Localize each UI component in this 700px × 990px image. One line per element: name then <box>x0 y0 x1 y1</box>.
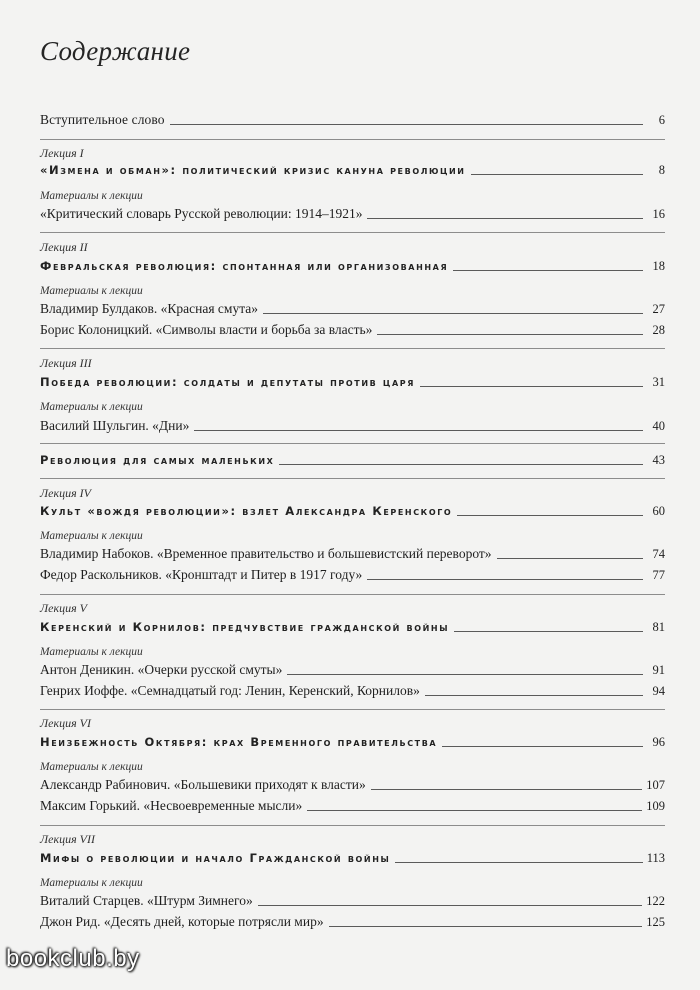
toc-page-number: 28 <box>652 323 665 337</box>
toc-page-number: 113 <box>646 851 665 865</box>
toc-entry-title: Владимир Набоков. «Временное правительство и большевистский переворот» <box>40 546 492 561</box>
toc-entry-title: Победа революции: солдаты и депутаты против царя <box>40 375 415 389</box>
lecture-label: Лекция III <box>40 356 92 370</box>
dot-leader <box>395 862 642 863</box>
toc-page-number: 81 <box>652 620 665 634</box>
dot-leader <box>377 334 643 335</box>
toc-entry-title: Виталий Старцев. «Штурм Зимнего» <box>40 893 253 908</box>
materials-label: Материалы к лекции <box>40 761 143 773</box>
section-divider <box>40 348 665 349</box>
dot-leader <box>263 313 643 314</box>
toc-entry-material[interactable] <box>40 662 665 678</box>
lecture-label: Лекция V <box>40 601 87 615</box>
page-title: Содержание <box>40 36 191 66</box>
toc-entry-material[interactable] <box>40 567 665 583</box>
toc-entry-title: Джон Рид. «Десять дней, которые потрясли мир» <box>40 914 324 929</box>
dot-leader <box>453 270 643 271</box>
dot-leader <box>367 579 643 580</box>
toc-entry-material[interactable] <box>40 777 665 793</box>
toc-entry-intro[interactable] <box>40 112 665 128</box>
toc-entry-title: Культ «вождя революции»: взлет Александра Керенского <box>40 504 453 518</box>
dot-leader <box>454 631 643 632</box>
toc-entry-lecture-2[interactable] <box>40 258 665 274</box>
toc-entry-material[interactable] <box>40 546 665 562</box>
dot-leader <box>279 464 643 465</box>
section-divider <box>40 478 665 479</box>
dot-leader <box>442 746 643 747</box>
toc-entry-lecture-4[interactable] <box>40 503 665 519</box>
toc-page-number: 43 <box>652 453 665 467</box>
lecture-label: Лекция VII <box>40 832 95 846</box>
toc-page-number: 107 <box>646 778 665 792</box>
toc-page-number: 6 <box>658 113 665 127</box>
lecture-label: Лекция I <box>40 146 84 160</box>
toc-entry-title: Борис Колоницкий. «Символы власти и борьба за власть» <box>40 322 373 337</box>
toc-entry-title: «Измена и обман»: политический кризис кануна революции <box>40 163 466 177</box>
toc-entry-title: Василий Шульгин. «Дни» <box>40 418 190 433</box>
lecture-label: Лекция VI <box>40 716 91 730</box>
dot-leader <box>367 218 643 219</box>
toc-page-number: 16 <box>652 207 665 221</box>
section-divider <box>40 139 665 140</box>
toc-entry-title: Владимир Булдаков. «Красная смута» <box>40 301 259 316</box>
toc-entry-title: Февральская революция: спонтанная или организованная <box>40 259 449 273</box>
toc-entry-title: Антон Деникин. «Очерки русской смуты» <box>40 662 283 677</box>
toc-page-number: 27 <box>652 302 665 316</box>
materials-label: Материалы к лекции <box>40 190 143 202</box>
toc-entry-material[interactable] <box>40 798 665 814</box>
section-divider <box>40 594 665 595</box>
toc-page-number: 91 <box>652 663 665 677</box>
toc-page-number: 40 <box>652 419 665 433</box>
toc-entry-material[interactable] <box>40 914 665 930</box>
dot-leader <box>287 674 643 675</box>
toc-entry-title: «Критический словарь Русской революции: 1914–1921» <box>40 206 363 221</box>
section-divider <box>40 709 665 710</box>
toc-entry-title: Мифы о революции и начало Гражданской войны <box>40 851 391 865</box>
toc-entry-material[interactable] <box>40 418 665 434</box>
toc-entry-material[interactable] <box>40 322 665 338</box>
toc-entry-title: Неизбежность Октября: крах Временного правительства <box>40 735 438 749</box>
dot-leader <box>307 810 642 811</box>
toc-entry-lecture-1[interactable] <box>40 162 665 178</box>
toc-page-number: 122 <box>646 894 665 908</box>
section-divider <box>40 232 665 233</box>
toc-entry-title: Александр Рабинович. «Большевики приходят к власти» <box>40 777 366 792</box>
section-divider <box>40 443 665 444</box>
toc-entry-lecture-3[interactable] <box>40 374 665 390</box>
toc-page-number: 125 <box>646 915 665 929</box>
materials-label: Материалы к лекции <box>40 530 143 542</box>
toc-entry-lecture-5[interactable] <box>40 619 665 635</box>
dot-leader <box>420 386 643 387</box>
section-divider <box>40 825 665 826</box>
dot-leader <box>170 124 643 125</box>
toc-page-number: 109 <box>646 799 665 813</box>
lecture-label: Лекция II <box>40 240 88 254</box>
toc-page-number: 96 <box>652 735 665 749</box>
toc-entry-title: Максим Горький. «Несвоевременные мысли» <box>40 798 303 813</box>
toc-entry-material[interactable] <box>40 301 665 317</box>
toc-entry-material[interactable] <box>40 683 665 699</box>
materials-label: Материалы к лекции <box>40 646 143 658</box>
toc-entry-title: Генрих Иоффе. «Семнадцатый год: Ленин, Керенский, Корнилов» <box>40 683 420 698</box>
materials-label: Материалы к лекции <box>40 877 143 889</box>
toc-entry-lecture-7[interactable] <box>40 850 665 866</box>
dot-leader <box>497 558 643 559</box>
dot-leader <box>258 905 643 906</box>
toc-page-number: 74 <box>652 547 665 561</box>
lecture-label: Лекция IV <box>40 486 91 500</box>
dot-leader <box>194 430 643 431</box>
materials-label: Материалы к лекции <box>40 285 143 297</box>
toc-entry-title: Революция для самых маленьких <box>40 453 275 467</box>
toc-entry-lecture-6[interactable] <box>40 734 665 750</box>
site-watermark: bookclub.by <box>6 945 140 972</box>
toc-page-number: 60 <box>652 504 665 518</box>
toc-page-number: 8 <box>658 163 665 177</box>
dot-leader <box>471 174 643 175</box>
dot-leader <box>329 926 643 927</box>
materials-label: Материалы к лекции <box>40 401 143 413</box>
toc-page-number: 77 <box>652 568 665 582</box>
toc-entry-material[interactable] <box>40 893 665 909</box>
toc-page-number: 31 <box>652 375 665 389</box>
toc-entry-title: Керенский и Корнилов: предчувствие гражданской войны <box>40 620 450 634</box>
dot-leader <box>457 515 643 516</box>
toc-page-number: 94 <box>652 684 665 698</box>
dot-leader <box>425 695 643 696</box>
toc-page-number: 18 <box>652 259 665 273</box>
dot-leader <box>371 789 642 790</box>
toc-entry-special[interactable] <box>40 452 665 468</box>
toc-entry-material[interactable] <box>40 206 665 222</box>
toc-entry-title: Федор Раскольников. «Кронштадт и Питер в 1917 году» <box>40 567 363 582</box>
toc-entry-title: Вступительное слово <box>40 112 165 127</box>
